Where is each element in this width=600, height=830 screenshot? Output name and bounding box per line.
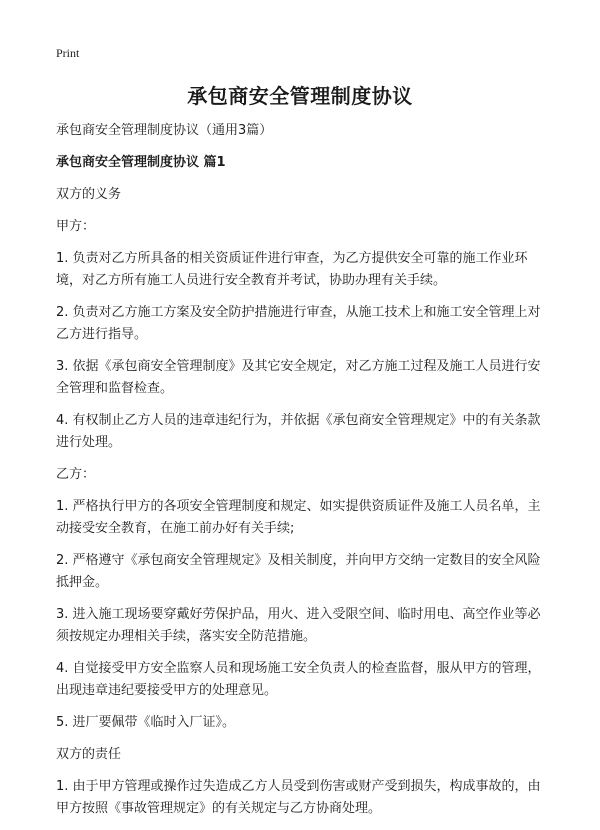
paragraph-party-a-item-2: 2. 负责对乙方施工方案及安全防护措施进行审查，从施工技术上和施工安全管理上对乙方进行指导。 bbox=[56, 305, 541, 342]
paragraph-party-b-item-5: 5. 进厂要佩带《临时入厂证》。 bbox=[56, 715, 236, 730]
section-heading: 承包商安全管理制度协议 篇1 bbox=[56, 155, 226, 170]
paragraph-party-b-item-2: 2. 严格遵守《承包商安全管理规定》及相关制度，并向甲方交纳一定数目的安全风险抵押金。 bbox=[56, 553, 541, 590]
paragraph-responsibilities-heading: 双方的责任 bbox=[56, 747, 122, 762]
document-body bbox=[56, 120, 548, 830]
paragraph-party-a-label: 甲方： bbox=[56, 219, 96, 234]
document-subtitle: 承包商安全管理制度协议（通用3篇） bbox=[56, 123, 273, 138]
paragraph-responsibility-item-1: 1. 由于甲方管理或操作过失造成乙方人员受到伤害或财产受到损失，构成事故的，由甲方按照《事故管理规定》的有关规定与乙方协商处理。 bbox=[56, 779, 541, 816]
paragraph-party-b-item-4: 4. 自觉接受甲方安全监察人员和现场施工安全负责人的检查监督，服从甲方的管理，出现违章违纪要接受甲方的处理意见。 bbox=[56, 661, 541, 698]
print-link[interactable]: Print bbox=[56, 46, 80, 60]
paragraph-party-a-item-1: 1. 负责对乙方所具备的相关资质证件进行审查，为乙方提供安全可靠的施工作业环境，对乙方所有施工人员进行安全教育并考试，协助办理有关手续。 bbox=[56, 251, 528, 288]
paragraph-party-b-item-3: 3. 进入施工现场要穿戴好劳保护品，用火、进入受限空间、临时用电、高空作业等必须按规定办理相关手续，落实安全防范措施。 bbox=[56, 607, 541, 644]
paragraph-party-b-item-1: 1. 严格执行甲方的各项安全管理制度和规定、如实提供资质证件及施工人员名单，主动接受安全教育，在施工前办好有关手续; bbox=[56, 499, 541, 536]
paragraph-party-a-item-3: 3. 依据《承包商安全管理制度》及其它安全规定，对乙方施工过程及施工人员进行安全管理和监督检查。 bbox=[56, 359, 541, 396]
paragraph-party-b-label: 乙方： bbox=[56, 467, 96, 482]
paragraph-party-a-item-4: 4. 有权制止乙方人员的违章违纪行为，并依据《承包商安全管理规定》中的有关条款进行处理。 bbox=[56, 413, 541, 450]
paragraph-obligations-heading: 双方的义务 bbox=[56, 187, 122, 202]
document-title: 承包商安全管理制度协议 bbox=[187, 84, 413, 108]
